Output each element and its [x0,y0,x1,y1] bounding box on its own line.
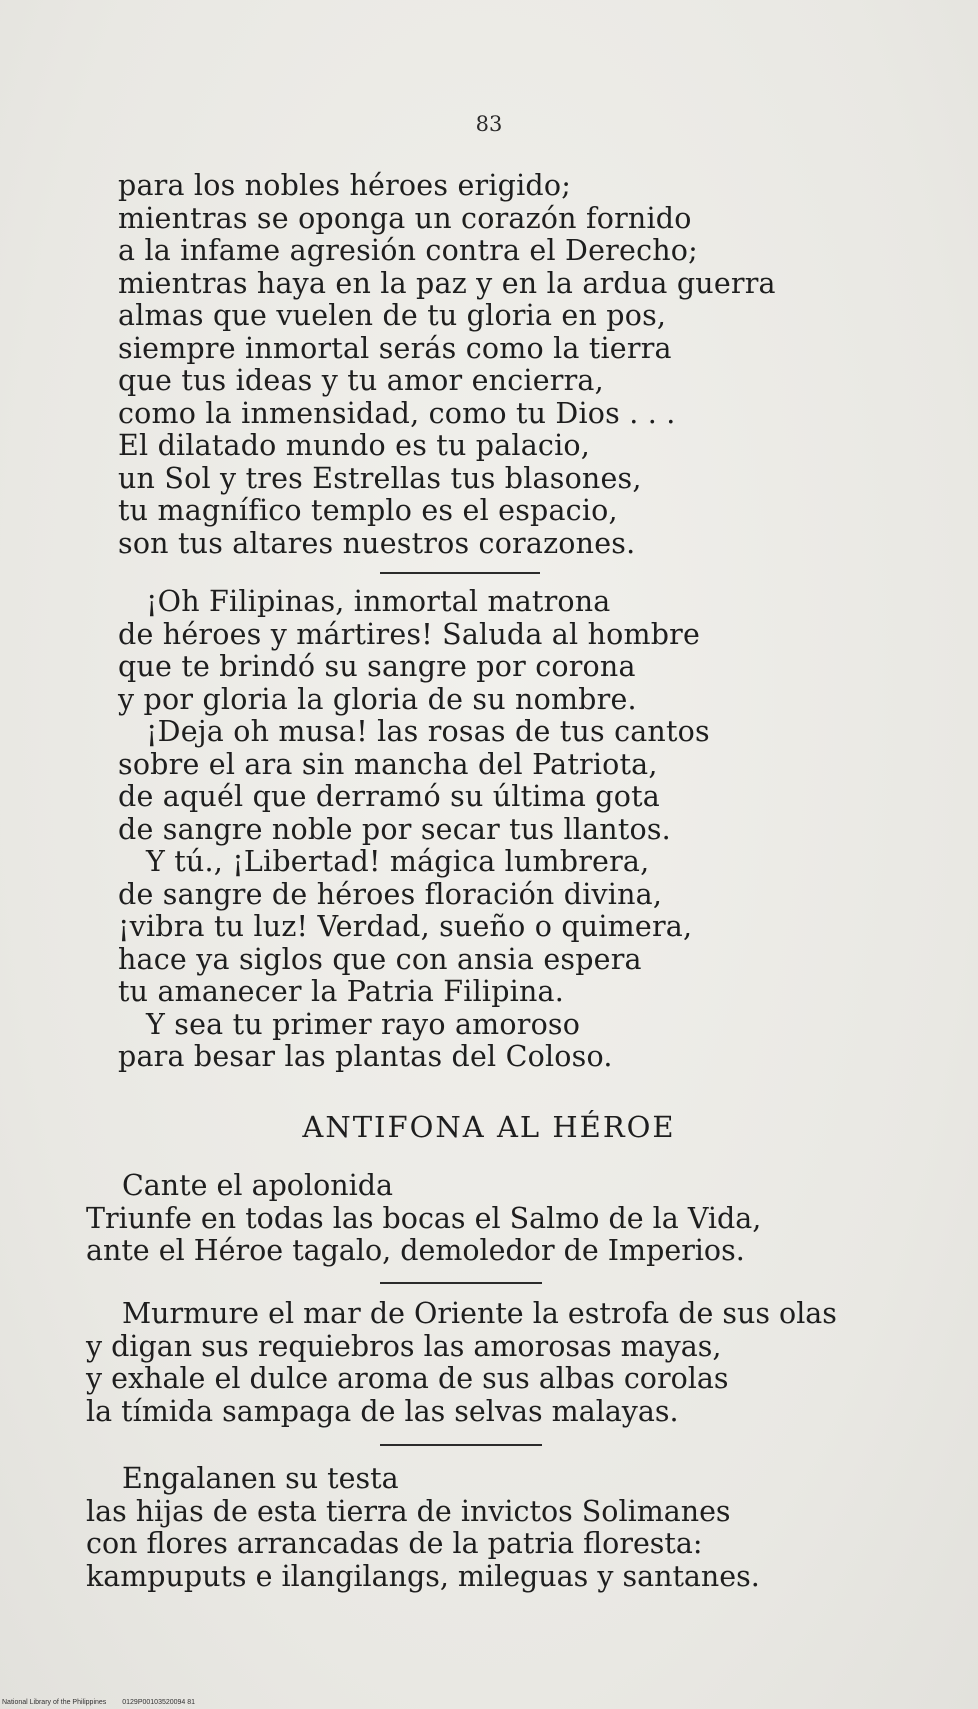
footer-library: National Library of the Philippines [2,1699,107,1706]
poem-line: y digan sus requiebros las amorosas mayas, [86,1329,722,1363]
poem-line: Y sea tu primer rayo amoroso [146,1007,581,1041]
poem-line: El dilatado mundo es tu palacio, [118,429,591,462]
poem-continuation [118,170,898,1074]
poem-line: kampuputs e ilangilangs, mileguas y santanes. [86,1559,760,1593]
section-divider [380,572,540,574]
stanza-2 [118,586,898,1074]
poem-line: la tímida sampaga de las selvas malayas. [86,1394,679,1428]
page-number: 83 [475,112,503,136]
poem-line: tu amanecer la Patria Filipina. [118,975,564,1008]
poem-line: Triunfe en todas las bocas el Salmo de la Vida, [86,1201,762,1235]
footer-code: 0129P00103520094 81 [122,1699,196,1706]
poem-line: de sangre noble por secar tus llantos. [118,812,671,846]
poem-line: y exhale el dulce aroma de sus albas corolas [86,1362,729,1395]
poem-line: almas que vuelen de tu gloria en pos, [118,299,667,332]
poem-line: mientras se oponga un corazón fornido [118,201,692,235]
poem-line: mientras haya en la paz y en la ardua guerra [118,266,776,300]
poem-line: Y tú., ¡Libertad! mágica lumbrera, [146,845,650,878]
poem-line: y por gloria la gloria de su nombre. [118,682,637,716]
poem-line: de sangre de héroes floración divina, [118,877,663,911]
scan-footer [2,1699,209,1706]
poem-line: un Sol y tres Estrellas tus blasones, [118,461,642,495]
poem-heading: ANTIFONA AL HÉROE [302,1110,676,1144]
poem-line: siempre inmortal serás como la tierra [118,331,672,365]
poem-line: ¡Deja oh musa! las rosas de tus cantos [146,715,710,748]
poem-line: a la infame agresión contra el Derecho; [118,234,698,267]
poem-line: ¡Oh Filipinas, inmortal matrona [146,585,611,618]
poem-line: que te brindó su sangre por corona [118,650,636,683]
poem-line: sobre el ara sin mancha del Patriota, [118,747,658,781]
poem-line: ante el Héroe tagalo, demoledor de Imperios. [86,1234,745,1267]
poem-line: son tus altares nuestros corazones. [118,526,636,560]
poem-line: para los nobles héroes erigido; [118,169,572,202]
poem-line: hace ya siglos que con ansia espera [118,942,642,976]
poem-line: para besar las plantas del Coloso. [118,1040,613,1073]
antifona-stanza-1 [86,1170,966,1268]
poem-line: de aquél que derramó su última gota [118,780,660,813]
section-divider [380,1444,542,1446]
poem-line: las hijas de esta tierra de invictos Solimanes [86,1494,731,1528]
poem-line: Murmure el mar de Oriente la estrofa de sus olas [122,1297,837,1330]
antifona-stanza-3 [86,1463,966,1593]
poem-line: tu magnífico templo es el espacio, [118,494,618,527]
section-divider [380,1282,542,1284]
poem-line: Engalanen su testa [122,1462,399,1495]
antifona-stanza-2 [86,1298,966,1428]
poem-line: Cante el apolonida [122,1169,393,1202]
poem-line: con flores arrancadas de la patria floresta: [86,1527,703,1560]
poem-line: de héroes y mártires! Saluda al hombre [118,617,701,651]
poem-line: que tus ideas y tu amor encierra, [118,364,604,397]
stanza-1 [118,170,898,560]
poem-line: ¡vibra tu luz! Verdad, sueño o quimera, [118,910,693,943]
poem-line: como la inmensidad, como tu Dios . . . [118,396,676,430]
